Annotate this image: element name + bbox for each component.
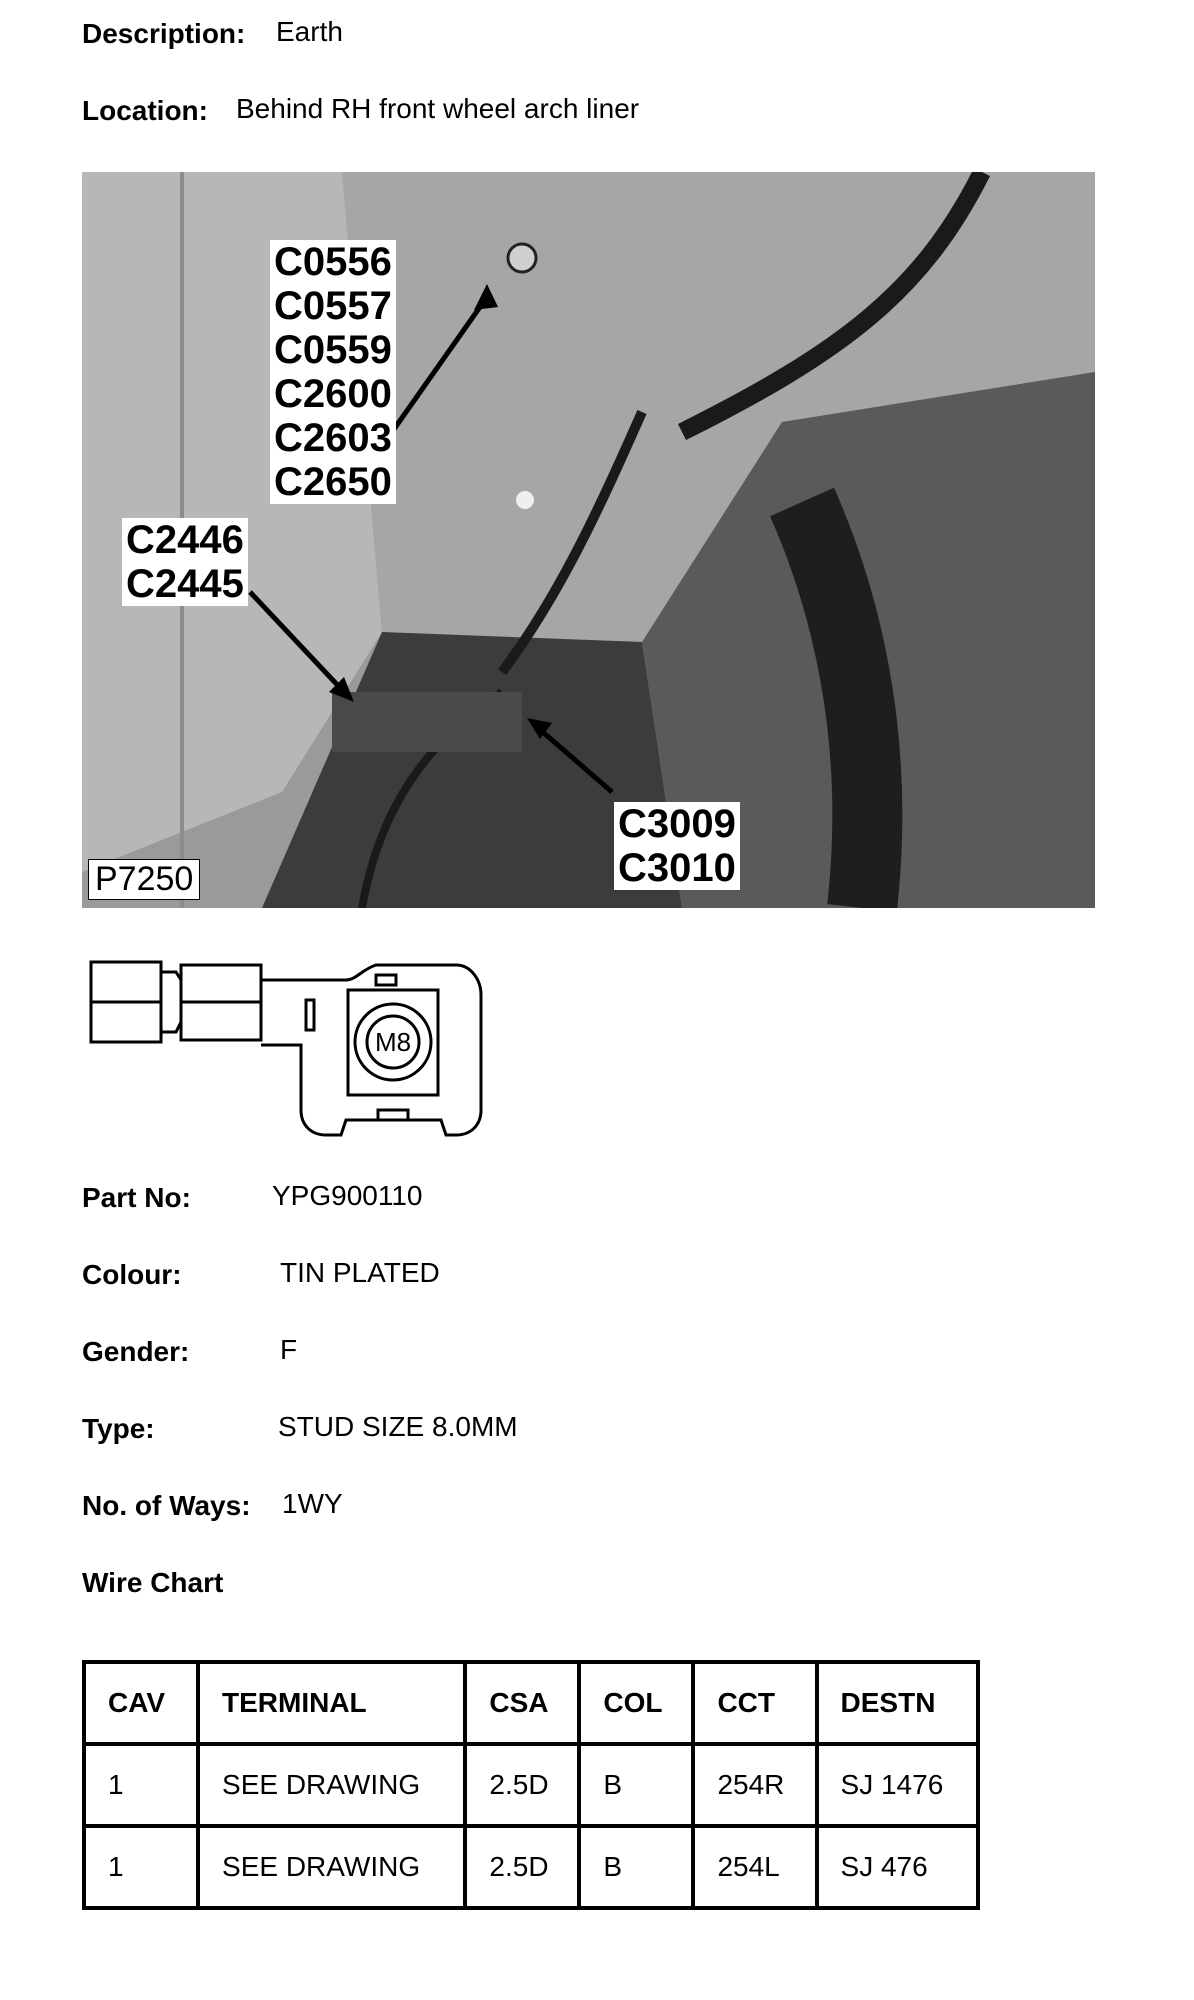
column-header: COL bbox=[579, 1662, 693, 1744]
description-value: Earth bbox=[276, 16, 343, 47]
callout-code: C2445 bbox=[126, 562, 244, 606]
table-cell: 254R bbox=[693, 1744, 816, 1826]
callout-code: C3009 bbox=[618, 802, 736, 846]
colour-value: TIN PLATED bbox=[280, 1257, 440, 1288]
callout-code: C2603 bbox=[274, 416, 392, 460]
location-value: Behind RH front wheel arch liner bbox=[236, 93, 640, 124]
type-label: Type: bbox=[82, 1413, 155, 1444]
callout-code: C2650 bbox=[274, 460, 392, 504]
callout-top bbox=[270, 240, 396, 504]
callout-bottom bbox=[614, 802, 740, 890]
callout-code: C0556 bbox=[274, 240, 392, 284]
ways-value: 1WY bbox=[282, 1488, 343, 1519]
callout-code: C0557 bbox=[274, 284, 392, 328]
table-cell: 1 bbox=[84, 1744, 198, 1826]
callout-left bbox=[122, 518, 248, 606]
table-header-row bbox=[84, 1662, 978, 1744]
column-header: CSA bbox=[465, 1662, 579, 1744]
callout-code: C0559 bbox=[274, 328, 392, 372]
table-row bbox=[84, 1744, 978, 1826]
part-no-label: Part No: bbox=[82, 1182, 191, 1213]
table-cell: SEE DRAWING bbox=[198, 1826, 465, 1908]
table-cell: 2.5D bbox=[465, 1744, 579, 1826]
wire-chart-title: Wire Chart bbox=[82, 1567, 224, 1598]
table-cell: SEE DRAWING bbox=[198, 1744, 465, 1826]
table-cell: SJ 1476 bbox=[817, 1744, 978, 1826]
gender-label: Gender: bbox=[82, 1336, 190, 1367]
location-photo bbox=[82, 172, 1095, 908]
ways-label: No. of Ways: bbox=[82, 1490, 251, 1521]
photo-reference: P7250 bbox=[88, 859, 200, 900]
callout-code: C2600 bbox=[274, 372, 392, 416]
table-cell: 254L bbox=[693, 1826, 816, 1908]
part-no-value: YPG900110 bbox=[272, 1180, 423, 1211]
table-cell: B bbox=[579, 1826, 693, 1908]
table-cell: 1 bbox=[84, 1826, 198, 1908]
gender-value: F bbox=[280, 1334, 298, 1365]
callout-code: C3010 bbox=[618, 846, 736, 890]
table-row bbox=[84, 1826, 978, 1908]
callout-code: C2446 bbox=[126, 518, 244, 562]
stud-size-label: M8 bbox=[374, 1027, 412, 1057]
colour-label: Colour: bbox=[82, 1259, 182, 1290]
column-header: TERMINAL bbox=[198, 1662, 465, 1744]
description-label: Description: bbox=[82, 18, 246, 49]
table-cell: B bbox=[579, 1744, 693, 1826]
location-label: Location: bbox=[82, 95, 208, 126]
column-header: DESTN bbox=[817, 1662, 978, 1744]
wire-chart-table bbox=[82, 1660, 980, 1910]
table-cell: SJ 476 bbox=[817, 1826, 978, 1908]
ring-terminal-drawing bbox=[86, 950, 486, 1150]
column-header: CCT bbox=[693, 1662, 816, 1744]
table-cell: 2.5D bbox=[465, 1826, 579, 1908]
column-header: CAV bbox=[84, 1662, 198, 1744]
type-value: STUD SIZE 8.0MM bbox=[278, 1411, 518, 1442]
